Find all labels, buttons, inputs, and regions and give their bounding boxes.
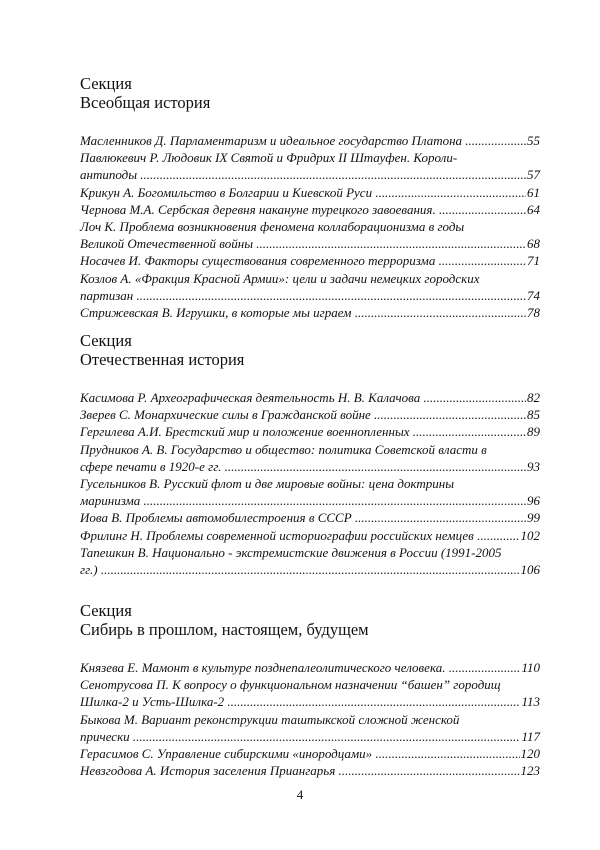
entry-page: 89: [527, 424, 540, 440]
entry-text: Касимова Р. Археографическая деятельность Н. В. Калачова .....: [80, 389, 526, 406]
toc-entry: [80, 527, 540, 544]
entry-page: 96: [527, 493, 540, 509]
toc-entry: [80, 406, 540, 423]
entry-text-line: Козлов А. «Фракция Красной Армии»: цели и задачи немецких городских: [80, 270, 480, 286]
entry-page: 61: [527, 184, 540, 200]
entry-text: антиподы .....: [80, 166, 526, 183]
entry-text: Гергилева А.И. Брестский мир и положение военнопленных .....: [80, 423, 526, 440]
toc-entry: [80, 252, 540, 269]
entry-text: Стрижевская В. Игрушки, в которые мы играем .....: [80, 304, 526, 321]
toc-entry: [80, 270, 540, 304]
toc-entry: [80, 544, 540, 578]
section-label: Секция: [80, 601, 132, 620]
entry-text-line: Тапешкин В. Национально - экстремистские движения в России (1991-2005: [80, 544, 502, 560]
section-title: Сибирь в прошлом, настоящем, будущем: [80, 620, 369, 639]
entry-list: [80, 659, 540, 779]
section-siberia: [80, 601, 540, 779]
entry-list: [80, 389, 540, 578]
entry-text: маринизма .....: [80, 492, 526, 509]
toc-entry: [80, 676, 540, 710]
entry-text: сфере печати в 1920-е гг. .....: [80, 458, 526, 475]
entry-text-line: Лоч К. Проблема возникновения феномена коллаборационизма в годы: [80, 219, 465, 235]
toc-entry: [80, 475, 540, 509]
entry-text: Герасимов С. Управление сибирскими «инородцами» .....: [80, 745, 520, 762]
toc-entry: [80, 441, 540, 475]
entry-page: 57: [527, 167, 540, 183]
toc-entry: [80, 762, 540, 779]
entry-text-line: Гусельников В. Русский флот и две мировые войны: цена доктрины: [80, 476, 455, 492]
entry-page: 78: [527, 305, 540, 321]
entry-page: 102: [520, 527, 540, 543]
entry-page: 68: [527, 236, 540, 252]
toc-entry: [80, 184, 540, 201]
entry-text: прически .....: [80, 728, 520, 745]
entry-text: Зверев С. Монархические силы в Гражданской войне .....: [80, 406, 526, 423]
toc-entry: [80, 389, 540, 406]
entry-text-line: Павлюкевич Р. Людовик IX Святой и Фридрих II Штауфен. Короли-: [80, 150, 458, 166]
entry-list: [80, 132, 540, 321]
toc-entry: [80, 659, 540, 676]
entry-page: 120: [520, 746, 540, 762]
entry-page: 113: [521, 694, 540, 710]
entry-page: 93: [527, 458, 540, 474]
section-title: Всеобщая история: [80, 93, 211, 112]
entry-text: Иова В. Проблемы автомобилестроения в СССР .....: [80, 509, 526, 526]
entry-text: Чернова М.А. Сербская деревня накануне турецкого завоевания. .....: [80, 201, 526, 218]
entry-text-line: Сенотрусова П. К вопросу о функциональном назначении “башен” городищ: [80, 677, 501, 693]
toc-entry: [80, 711, 540, 745]
section-national-history: [80, 331, 540, 578]
entry-text: Крикун А. Богомильство в Болгарии и Киевской Руси .....: [80, 184, 526, 201]
toc-entry: [80, 423, 540, 440]
toc-entry: [80, 509, 540, 526]
entry-page: 106: [520, 562, 540, 578]
page-number: 4: [296, 787, 304, 802]
entry-page: 74: [527, 287, 540, 303]
entry-page: 123: [520, 763, 540, 779]
section-title: Отечественная история: [80, 350, 245, 369]
entry-text: Невзгодова А. История заселения Приангарья .....: [80, 762, 520, 779]
entry-page: 82: [527, 390, 540, 405]
entry-text: Великой Отечественной войны .....: [80, 235, 526, 252]
entry-text: партизан .....: [80, 287, 526, 304]
toc-entry: [80, 201, 540, 218]
section-label: Секция: [80, 74, 132, 93]
entry-text: Князева Е. Мамонт в культуре позднепалеолитического человека. .....: [80, 659, 520, 676]
entry-text-line: Быкова М. Вариант реконструкции таштыкской сложной женской: [80, 711, 460, 727]
entry-page: 99: [527, 510, 540, 526]
toc-entry: [80, 304, 540, 321]
entry-page: 64: [527, 201, 540, 217]
entry-text-line: Прудников А. В. Государство и общество: политика Советской власти в: [80, 441, 487, 457]
toc-entry: [80, 745, 540, 762]
entry-text: Носачев И. Факторы существования современного терроризма .....: [80, 252, 526, 269]
entry-page: 110: [521, 660, 540, 675]
entry-page: 117: [521, 728, 540, 744]
entry-text: гг.) .....: [80, 561, 520, 578]
toc-entry: [80, 149, 540, 183]
entry-text: Шилка-2 и Усть-Шилка-2 .....: [80, 693, 520, 710]
toc-entry: [80, 218, 540, 252]
toc-entry: [80, 132, 540, 149]
entry-text: Масленников Д. Парламентаризм и идеальное государство Платона .....: [80, 132, 526, 149]
entry-text: Фрилинг Н. Проблемы современной историографии российских немцев .....: [80, 527, 520, 544]
entry-page: 85: [527, 407, 540, 423]
entry-page: 55: [527, 133, 540, 148]
section-label: Секция: [80, 331, 132, 350]
section-general-history: [80, 74, 540, 321]
entry-page: 71: [527, 253, 540, 269]
